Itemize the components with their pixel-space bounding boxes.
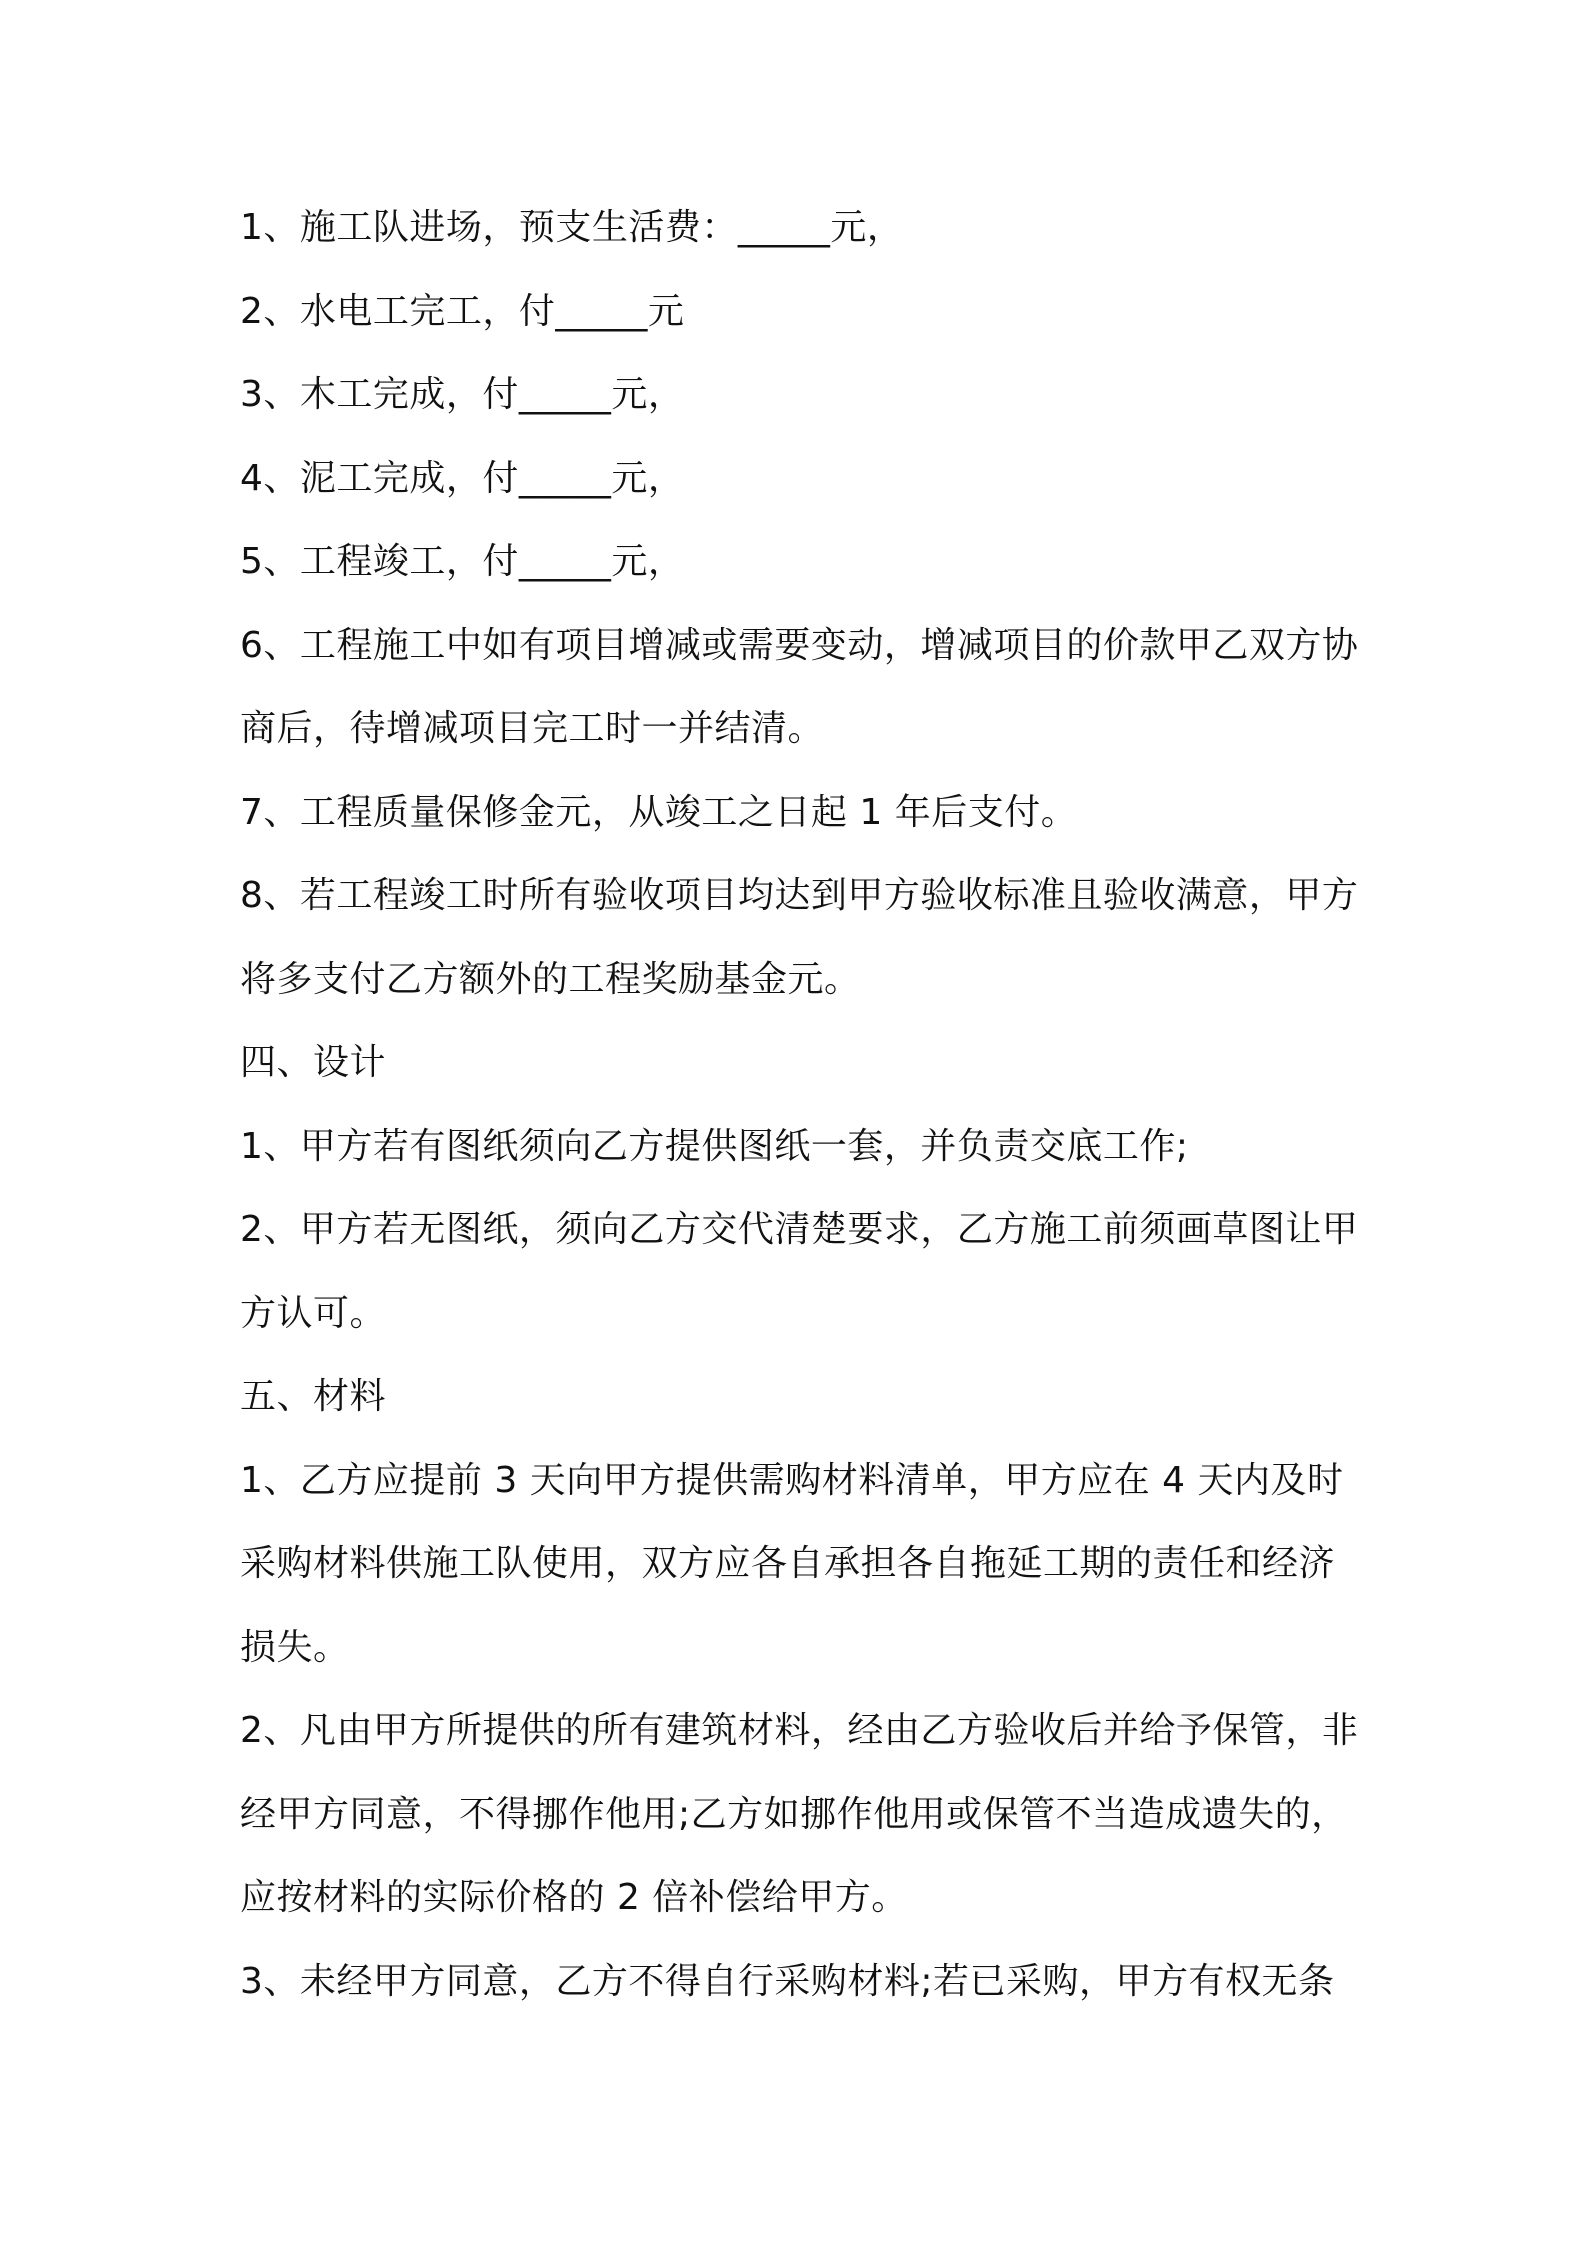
payment-item-8: 8、若工程竣工时所有验收项目均达到甲方验收标准且验收满意，甲方将多支付乙方额外的工程奖励基金元。 bbox=[240, 875, 1359, 1000]
document-body bbox=[240, 186, 1360, 2023]
payment-item-2: 2、水电工完工，付_____元 bbox=[240, 290, 685, 332]
payment-item-3: 3、木工完成，付_____元， bbox=[240, 374, 685, 415]
materials-item-3: 3、未经甲方同意，乙方不得自行采购材料;若已采购，甲方有权无条 bbox=[240, 1960, 1335, 2002]
design-item-1: 1、甲方若有图纸须向乙方提供图纸一套，并负责交底工作; bbox=[240, 1125, 1189, 1167]
payment-item-1: 1、施工队进场，预支生活费：_____元， bbox=[240, 207, 904, 248]
section-heading-design: 四、设计 bbox=[240, 1042, 387, 1083]
materials-item-2: 2、凡由甲方所提供的所有建筑材料，经由乙方验收后并给予保管，非经甲方同意，不得挪作他用;乙方如挪作他用或保管不当造成遗失的，应按材料的实际价格的 2 倍补偿给甲方。 bbox=[240, 1710, 1359, 1918]
payment-item-4: 4、泥工完成，付_____元， bbox=[240, 457, 685, 499]
section-heading-materials: 五、材料 bbox=[240, 1376, 387, 1417]
payment-item-5: 5、工程竣工，付_____元， bbox=[240, 541, 685, 582]
payment-item-7: 7、工程质量保修金元，从竣工之日起 1 年后支付。 bbox=[240, 791, 1078, 833]
design-item-2: 2、甲方若无图纸，须向乙方交代清楚要求，乙方施工前须画草图让甲方认可。 bbox=[240, 1209, 1359, 1334]
payment-item-6: 6、工程施工中如有项目增减或需要变动，增减项目的价款甲乙双方协商后，待增减项目完工时一并结清。 bbox=[240, 624, 1359, 749]
materials-item-1: 1、乙方应提前 3 天向甲方提供需购材料清单，甲方应在 4 天内及时采购材料供施工队使用，双方应各自承担各自拖延工期的责任和经济损失。 bbox=[240, 1459, 1344, 1668]
